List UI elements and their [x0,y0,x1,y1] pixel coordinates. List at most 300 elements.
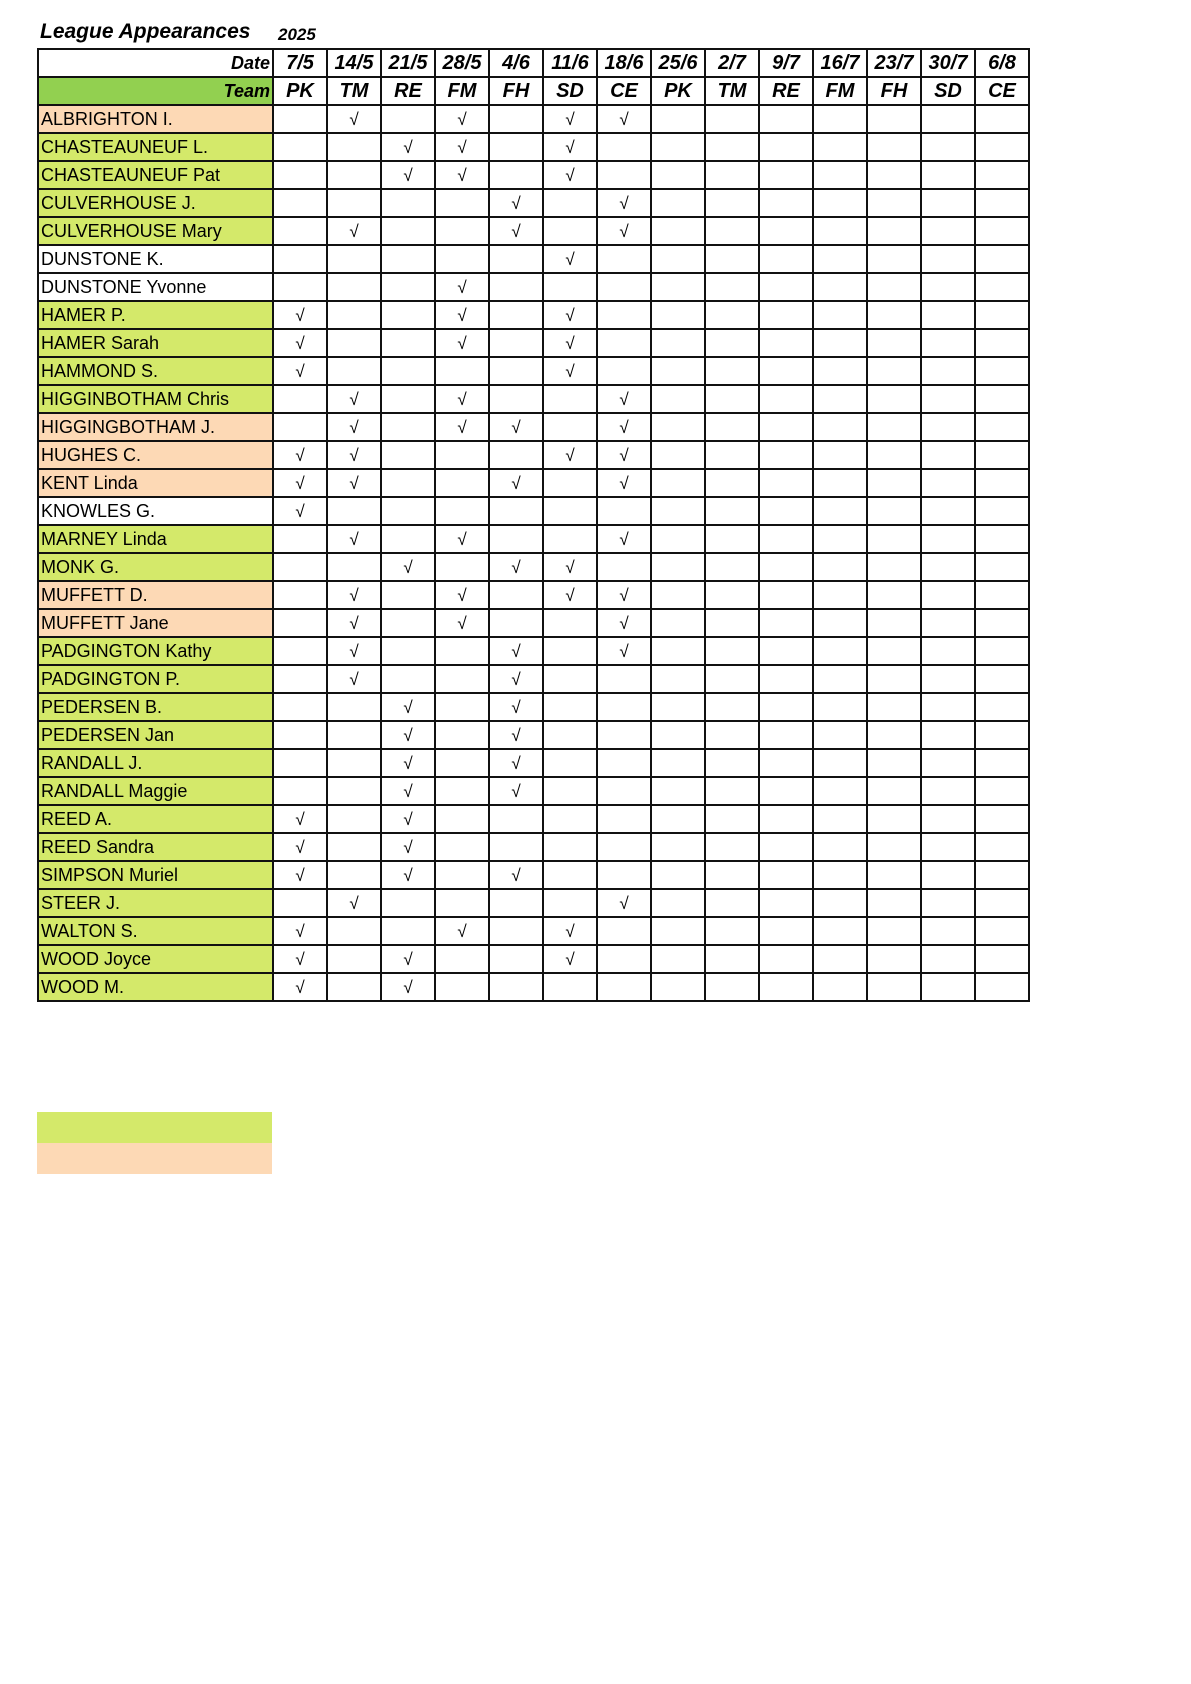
appearance-cell [705,581,759,609]
appearance-cell [921,861,975,889]
appearance-cell [705,917,759,945]
appearance-cell [273,637,327,665]
appearance-tick: √ [511,725,521,745]
appearance-tick: √ [511,557,521,577]
appearance-tick: √ [511,473,521,493]
appearance-cell [921,301,975,329]
appearance-cell [273,245,327,273]
player-row [38,189,1029,217]
appearance-tick: √ [349,669,359,689]
team-cell: TM [705,77,759,105]
appearance-cell [489,245,543,273]
appearance-cell [597,245,651,273]
appearance-cell [489,553,543,581]
team-cell: FH [489,77,543,105]
team-cell: TM [327,77,381,105]
appearance-cell [327,833,381,861]
legend-green-swatch [37,1112,272,1143]
appearance-cell [975,301,1029,329]
player-name: KENT Linda [38,469,273,497]
appearance-cell [273,413,327,441]
appearance-cell [975,329,1029,357]
appearance-cell [435,805,489,833]
appearance-cell [435,217,489,245]
team-header-row [38,77,1029,105]
appearance-cell [975,413,1029,441]
appearance-cell [867,105,921,133]
appearance-cell [705,273,759,301]
appearance-cell [759,833,813,861]
team-cell: RE [759,77,813,105]
appearance-tick: √ [295,865,305,885]
player-name: HAMER P. [38,301,273,329]
appearance-cell [381,721,435,749]
appearance-cell [705,497,759,525]
player-name: MUFFETT Jane [38,609,273,637]
appearance-cell [867,861,921,889]
appearance-cell [381,665,435,693]
appearance-cell [759,945,813,973]
appearance-cell [435,777,489,805]
appearance-cell [705,973,759,1001]
appearance-cell [327,637,381,665]
appearance-tick: √ [457,333,467,353]
appearance-cell [597,497,651,525]
appearance-cell [435,469,489,497]
appearance-cell [435,861,489,889]
appearance-cell [921,917,975,945]
appearance-cell [651,273,705,301]
player-row [38,469,1029,497]
appearance-tick: √ [349,893,359,913]
season-year: 2025 [278,25,316,44]
appearance-cell [597,273,651,301]
appearance-cell [597,441,651,469]
appearance-cell [435,721,489,749]
appearance-cell [543,245,597,273]
appearance-cell [435,301,489,329]
appearance-cell [489,217,543,245]
appearance-cell [327,721,381,749]
player-name: MONK G. [38,553,273,581]
appearance-cell [867,273,921,301]
appearance-cell [651,693,705,721]
appearance-cell [921,133,975,161]
color-legend [37,1112,272,1174]
appearance-cell [759,413,813,441]
appearance-cell [921,833,975,861]
appearance-cell [381,805,435,833]
appearance-cell [975,777,1029,805]
appearance-tick: √ [349,417,359,437]
player-row [38,553,1029,581]
appearance-cell [651,357,705,385]
date-cell: 4/6 [489,49,543,77]
appearance-tick: √ [403,977,413,997]
player-name: HAMER Sarah [38,329,273,357]
appearance-cell [597,609,651,637]
appearance-tick: √ [295,809,305,829]
appearance-cell [975,525,1029,553]
appearance-cell [597,105,651,133]
appearance-cell [597,357,651,385]
appearance-cell [921,637,975,665]
appearance-cell [543,357,597,385]
appearance-cell [381,217,435,245]
appearance-cell [327,861,381,889]
appearance-cell [381,777,435,805]
appearance-cell [759,581,813,609]
appearance-tick: √ [349,445,359,465]
date-cell: 21/5 [381,49,435,77]
appearance-cell [705,889,759,917]
appearance-cell [543,217,597,245]
appearance-tick: √ [565,249,575,269]
appearance-cell [975,973,1029,1001]
appearance-cell [327,693,381,721]
appearance-cell [921,945,975,973]
appearance-cell [381,189,435,217]
appearance-cell [759,553,813,581]
appearance-cell [327,105,381,133]
appearance-cell [381,553,435,581]
appearance-cell [705,105,759,133]
appearance-cell [867,581,921,609]
appearance-cell [813,749,867,777]
appearance-tick: √ [295,305,305,325]
appearance-tick: √ [295,921,305,941]
appearance-cell [597,385,651,413]
appearance-cell [489,973,543,1001]
appearance-cell [813,889,867,917]
appearance-cell [975,861,1029,889]
appearance-cell [435,833,489,861]
appearance-cell [543,161,597,189]
appearance-cell [867,721,921,749]
appearance-cell [273,721,327,749]
appearance-cell [489,917,543,945]
appearance-cell [705,189,759,217]
appearance-cell [759,497,813,525]
appearance-cell [381,105,435,133]
appearance-cell [651,525,705,553]
appearance-cell [759,525,813,553]
appearance-cell [705,665,759,693]
player-name: KNOWLES G. [38,497,273,525]
appearance-cell [489,329,543,357]
player-row [38,777,1029,805]
appearance-cell [543,833,597,861]
appearance-cell [651,973,705,1001]
appearance-cell [867,805,921,833]
appearance-cell [921,889,975,917]
appearance-cell [651,553,705,581]
appearance-cell [327,161,381,189]
appearance-cell [759,889,813,917]
appearance-tick: √ [349,613,359,633]
appearance-cell [597,945,651,973]
appearance-cell [273,665,327,693]
appearance-tick: √ [511,669,521,689]
appearance-cell [921,693,975,721]
appearance-cell [597,133,651,161]
player-row [38,357,1029,385]
appearance-cell [435,553,489,581]
date-cell: 25/6 [651,49,705,77]
player-name: MARNEY Linda [38,525,273,553]
appearance-tick: √ [619,585,629,605]
appearance-cell [813,469,867,497]
appearance-cell [489,805,543,833]
appearance-cell [273,189,327,217]
appearance-tick: √ [295,501,305,521]
date-cell: 18/6 [597,49,651,77]
appearance-cell [759,693,813,721]
appearance-cell [759,637,813,665]
appearance-cell [813,245,867,273]
appearance-cell [921,245,975,273]
player-row [38,497,1029,525]
appearance-cell [381,581,435,609]
appearance-cell [975,441,1029,469]
appearance-tick: √ [619,613,629,633]
appearance-cell [651,105,705,133]
player-row [38,329,1029,357]
appearance-cell [759,385,813,413]
appearance-cell [651,637,705,665]
appearance-cell [759,665,813,693]
appearance-cell [327,973,381,1001]
appearance-cell [975,273,1029,301]
appearance-cell [921,105,975,133]
appearance-tick: √ [349,109,359,129]
appearance-cell [921,413,975,441]
appearance-cell [597,329,651,357]
appearance-cell [489,889,543,917]
appearance-cell [813,805,867,833]
appearance-cell [327,189,381,217]
appearance-cell [813,329,867,357]
appearance-cell [651,385,705,413]
appearance-cell [435,245,489,273]
appearance-cell [597,749,651,777]
appearance-tick: √ [619,193,629,213]
appearance-cell [651,945,705,973]
appearance-cell [813,917,867,945]
appearance-tick: √ [403,137,413,157]
appearance-cell [435,973,489,1001]
player-row [38,217,1029,245]
player-row [38,805,1029,833]
appearance-cell [705,777,759,805]
date-cell: 6/8 [975,49,1029,77]
appearance-cell [651,133,705,161]
appearance-cell [705,749,759,777]
player-name: WOOD Joyce [38,945,273,973]
player-row [38,161,1029,189]
appearance-cell [651,497,705,525]
appearance-cell [597,301,651,329]
appearance-cell [327,413,381,441]
appearance-cell [597,693,651,721]
appearance-cell [273,777,327,805]
appearance-tick: √ [295,949,305,969]
date-cell: 30/7 [921,49,975,77]
team-cell: FM [435,77,489,105]
appearance-cell [273,861,327,889]
player-row [38,693,1029,721]
appearance-cell [327,133,381,161]
appearance-cell [381,861,435,889]
player-name: CULVERHOUSE Mary [38,217,273,245]
appearance-cell [651,609,705,637]
appearance-cell [543,945,597,973]
appearance-tick: √ [565,921,575,941]
appearance-cell [381,441,435,469]
appearance-cell [975,469,1029,497]
appearance-cell [597,861,651,889]
appearance-cell [651,301,705,329]
appearance-cell [381,889,435,917]
appearance-tick: √ [565,585,575,605]
appearance-cell [597,973,651,1001]
appearance-cell [975,581,1029,609]
appearance-cell [543,189,597,217]
appearance-cell [381,833,435,861]
appearance-cell [435,441,489,469]
player-row [38,133,1029,161]
appearance-cell [705,385,759,413]
appearance-cell [921,665,975,693]
appearance-cell [381,413,435,441]
appearance-cell [867,217,921,245]
appearance-cell [867,525,921,553]
appearance-cell [435,525,489,553]
appearance-cell [327,497,381,525]
appearance-cell [921,189,975,217]
appearance-cell [813,133,867,161]
appearance-cell [435,581,489,609]
player-row [38,385,1029,413]
team-cell: FH [867,77,921,105]
appearance-cell [597,889,651,917]
appearance-cell [327,245,381,273]
appearance-cell [489,693,543,721]
appearance-tick: √ [457,921,467,941]
appearance-tick: √ [403,837,413,857]
appearance-cell [921,805,975,833]
player-name: DUNSTONE K. [38,245,273,273]
appearance-tick: √ [619,445,629,465]
appearance-cell [327,553,381,581]
appearance-cell [489,413,543,441]
appearance-cell [327,945,381,973]
appearance-cell [489,161,543,189]
appearance-cell [867,945,921,973]
appearance-cell [975,721,1029,749]
appearance-cell [489,945,543,973]
appearance-cell [435,329,489,357]
player-name: REED Sandra [38,833,273,861]
appearance-cell [273,133,327,161]
appearance-cell [381,917,435,945]
appearance-cell [273,441,327,469]
appearance-cell [273,917,327,945]
player-row [38,637,1029,665]
appearance-cell [273,749,327,777]
appearance-cell [543,553,597,581]
player-row [38,973,1029,1001]
appearance-cell [327,581,381,609]
player-row [38,721,1029,749]
appearance-cell [759,217,813,245]
appearance-cell [975,805,1029,833]
appearance-cell [759,105,813,133]
appearance-cell [705,861,759,889]
appearance-tick: √ [565,949,575,969]
appearance-cell [489,777,543,805]
appearance-tick: √ [403,697,413,717]
appearance-cell [489,105,543,133]
appearance-cell [435,945,489,973]
appearance-cell [435,357,489,385]
appearance-cell [975,245,1029,273]
appearance-tick: √ [511,865,521,885]
appearance-cell [273,273,327,301]
appearance-cell [759,805,813,833]
appearance-tick: √ [457,137,467,157]
appearance-cell [813,273,867,301]
team-cell: RE [381,77,435,105]
appearance-cell [435,105,489,133]
appearance-cell [327,917,381,945]
appearance-cell [489,357,543,385]
appearance-cell [597,553,651,581]
appearance-tick: √ [619,473,629,493]
team-cell: CE [975,77,1029,105]
appearance-cell [759,245,813,273]
appearance-cell [867,245,921,273]
appearance-tick: √ [349,473,359,493]
appearance-cell [921,161,975,189]
appearance-cell [867,189,921,217]
player-row [38,917,1029,945]
appearance-cell [327,777,381,805]
appearance-cell [975,133,1029,161]
appearance-cell [327,889,381,917]
appearance-cell [435,889,489,917]
appearance-cell [651,721,705,749]
appearance-cell [759,469,813,497]
appearance-tick: √ [295,837,305,857]
appearance-cell [813,777,867,805]
appearance-cell [759,189,813,217]
appearance-cell [435,189,489,217]
appearance-cell [705,217,759,245]
appearance-cell [273,945,327,973]
appearance-tick: √ [295,473,305,493]
appearance-tick: √ [511,781,521,801]
appearance-cell [597,217,651,245]
appearance-cell [381,609,435,637]
appearance-cell [813,525,867,553]
appearance-tick: √ [619,529,629,549]
appearance-cell [651,833,705,861]
appearance-cell [867,833,921,861]
appearance-cell [327,805,381,833]
appearance-cell [813,609,867,637]
appearance-cell [597,833,651,861]
